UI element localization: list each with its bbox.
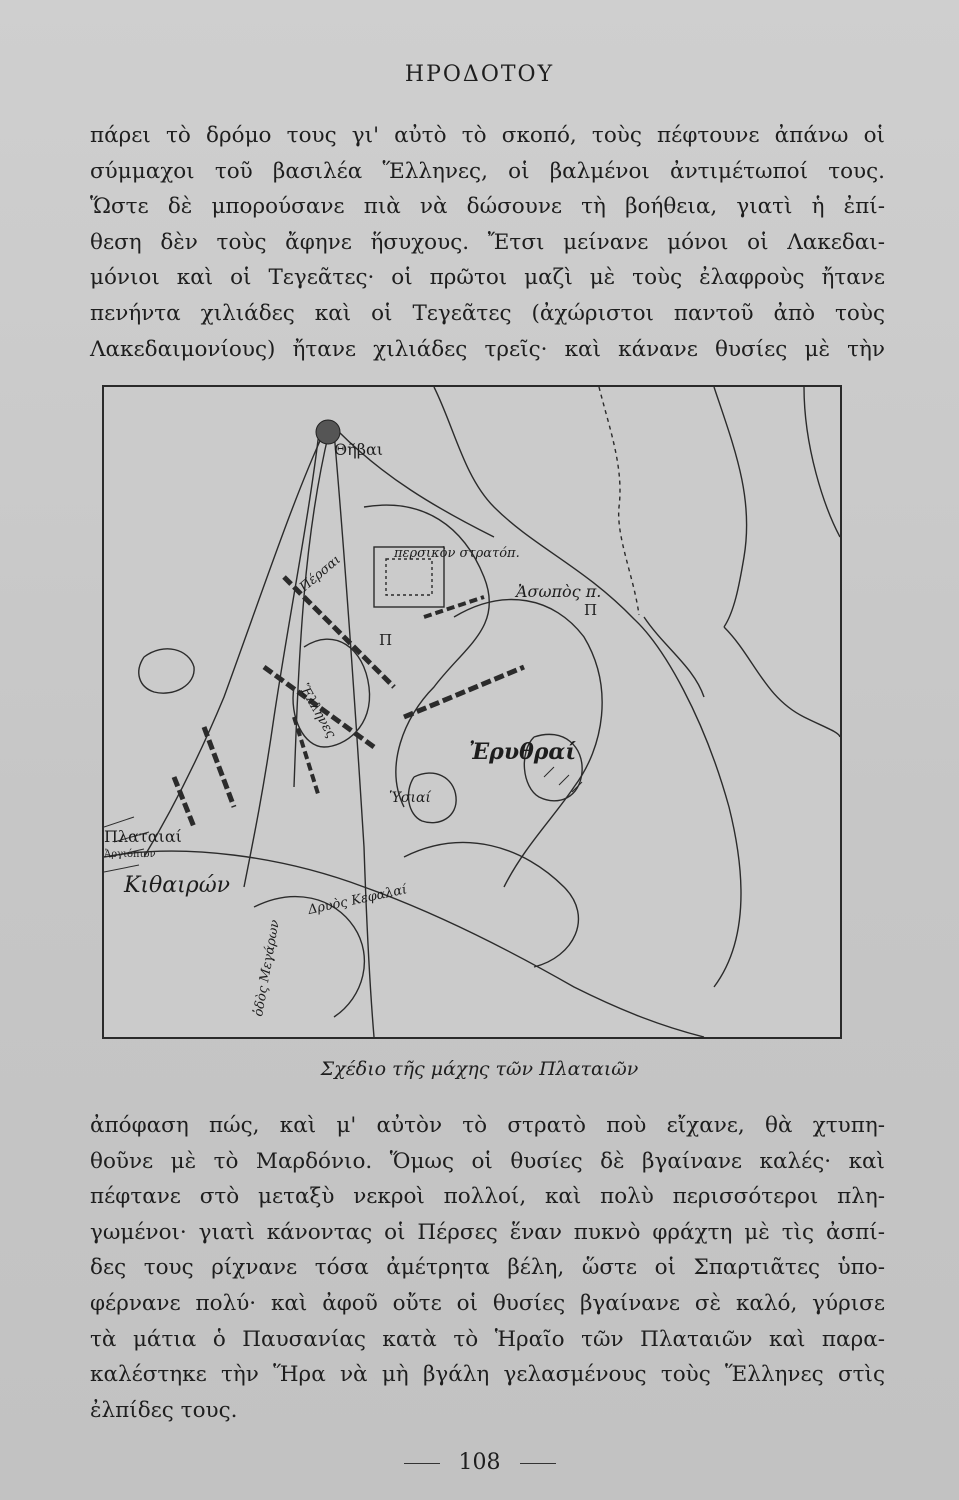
text-line: πενήντα χιλιάδες καὶ οἱ Τεγεᾶτες (ἀχώριστοι παντοῦ ἀπὸ τοὺς	[90, 300, 885, 326]
text-line: δες τους ρίχνανε τόσα ἀμέτρητα βέλη, ὥστε οἱ Σπαρτιᾶτες ὑπο-	[90, 1255, 885, 1281]
map-label-hysiai: Ὑσιαί	[389, 790, 431, 806]
map-label-persians: Πέρσαι	[296, 552, 344, 596]
map-label-argiopion: Ἀργιόπιον	[104, 849, 156, 860]
text-line: μόνιοι καὶ οἱ Τεγεᾶτες· οἱ πρῶτοι μαζὶ μὲ τοὺς ἐλαφροὺς ἤτανε	[90, 265, 885, 291]
folio-dash-right	[520, 1463, 556, 1464]
battle-map	[102, 385, 842, 1039]
map-label-greeks: Ἕλληνες	[295, 681, 339, 741]
running-header: ΗΡΟΔΟΤΟΥ	[404, 62, 555, 87]
text-line: καλέστηκε τὴν Ἥρα νὰ μὴ βγάλη γελασμένους τοὺς Ἕλληνες στὶς	[90, 1362, 885, 1388]
map-label-thebes: Θῆβαι	[334, 440, 384, 459]
text-line: θεση δὲν τοὺς ἄφηνε ἥσυχους. Ἔτσι μείνανε μόνοι οἱ Λακεδαι-	[90, 229, 885, 255]
map-label-plataiai: Πλαταιαί	[104, 827, 182, 846]
text-line: γωμένοι· γιατὶ κάνοντας οἱ Πέρσες ἕναν πυκνὸ φράχτη μὲ τὶς ἀσπί-	[90, 1219, 885, 1245]
battle-map-drawing	[104, 387, 840, 1037]
text-line: ἀπόφαση πώς, καὶ μ' αὐτὸν τὸ στρατὸ ποὺ εἴχανε, θὰ χτυπη-	[90, 1113, 885, 1138]
text-line: ἐλπίδες τους.	[90, 1397, 238, 1423]
page-number-footer	[0, 1450, 959, 1475]
text-line: σύμμαχοι τοῦ βασιλέα Ἕλληνες, οἱ βαλμένοι ἀντιμέτωποί τους.	[90, 158, 885, 184]
map-label-erythrai: Ἐρυθραί	[469, 739, 576, 765]
map-label-pi-2: Π	[584, 601, 598, 619]
map-label-persian-camp: περσικὸν στρατόπ.	[394, 546, 520, 561]
map-label-drys-kephalai: Δρυὸς Κεφαλαί	[306, 882, 409, 918]
text-line: Ὥστε δὲ μπορούσανε πιὰ νὰ δώσουνε τὴ βοήθεια, γιατὶ ἡ ἐπί-	[90, 194, 885, 220]
text-line: πέφτανε στὸ μεταξὺ νεκροὶ πολλοί, καὶ πολὺ περισσότεροι πλη-	[90, 1184, 885, 1210]
map-label-kithairon: Κιθαιρών	[124, 873, 231, 898]
text-line: τὰ μάτια ὁ Παυσανίας κατὰ τὸ Ἡραῖο τῶν Πλαταιῶν καὶ παρα-	[90, 1326, 885, 1352]
paragraph-bottom	[90, 1108, 885, 1428]
map-label-pi-1: Π	[379, 631, 393, 649]
paragraph-top	[90, 118, 885, 367]
folio-dash-left	[404, 1463, 440, 1464]
text-line: Λακεδαιμονίους) ἤτανε χιλιάδες τρεῖς· καὶ κάνανε θυσίες μὲ τὴν	[90, 336, 885, 362]
text-line: πάρει τὸ δρόμο τους γι' αὐτὸ τὸ σκοπό, τοὺς πέφτουνε ἀπάνω οἱ	[90, 123, 885, 148]
text-line: θοῦνε μὲ τὸ Μαρδόνιο. Ὅμως οἱ θυσίες δὲ βγαίνανε καλές· καὶ	[90, 1148, 885, 1174]
text-line: φέρνανε πολύ· καὶ ἀφοῦ οὔτε οἱ θυσίες βγαίνανε σὲ καλό, γύρισε	[90, 1290, 885, 1316]
map-label-road-megara: ὁδὸς Μεγάρων	[251, 918, 283, 1018]
page-number: 108	[458, 1450, 501, 1475]
map-caption: Σχέδιο τῆς μάχης τῶν Πλαταιῶν	[320, 1058, 639, 1080]
map-label-asopos: Ἀσωπὸς π.	[516, 582, 602, 601]
